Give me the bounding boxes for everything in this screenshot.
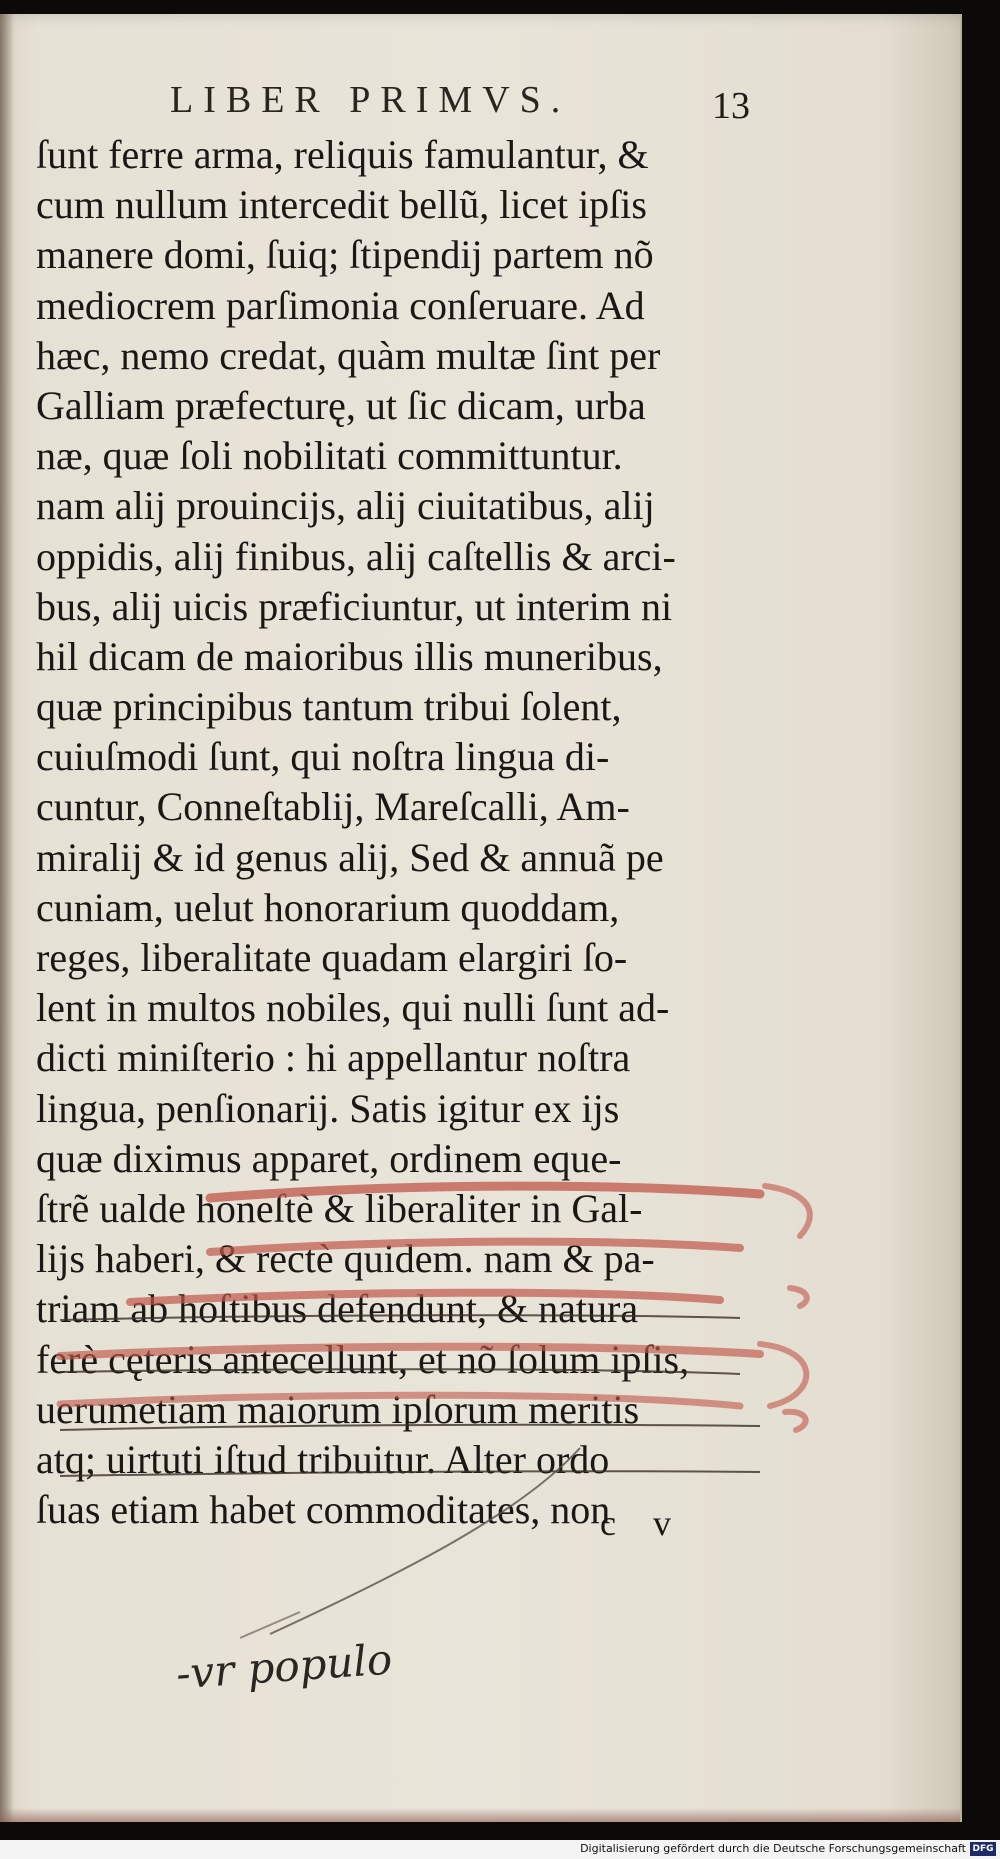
- dfg-logo: DFG: [970, 1842, 996, 1856]
- text-line: quæ diximus apparet, ordinem eque-: [36, 1135, 622, 1181]
- text-line: quæ principibus tantum tribui ſolent,: [36, 684, 622, 730]
- footer-strip: [0, 1840, 1000, 1859]
- text-line: lingua, penſionarij. Satis igitur ex ijs: [36, 1085, 620, 1131]
- text-line: hil dicam de maioribus illis muneribus,: [36, 633, 663, 679]
- text-line: cuntur, Conneſtablij, Mareſcalli, Am-: [36, 784, 630, 830]
- text-line: cum nullum intercedit bellũ, licet ipſis: [36, 182, 647, 228]
- text-line: mediocrem parſimonia conſeruare. Ad: [36, 282, 645, 328]
- running-head: LIBER PRIMVS.: [170, 79, 571, 121]
- text-line: miralij & id genus alij, Sed & annuã pe: [36, 834, 664, 880]
- text-line: atq; uirtuti iſtud tribuitur. Alter ordo: [36, 1436, 610, 1482]
- page-bottom-edge: [0, 1808, 960, 1822]
- text-line: triam ab hoſtibus defendunt, & natura: [36, 1286, 639, 1332]
- text-line: ſtrẽ ualde honeſtè & liberaliter in Gal-: [36, 1185, 643, 1231]
- page-number: 13: [712, 85, 750, 127]
- ink-stroke: [240, 1612, 300, 1638]
- gutter-shadow: [0, 14, 14, 1822]
- text-line: næ, quæ ſoli nobilitati committuntur.: [36, 433, 623, 479]
- text-line: ferè cęteris antecellunt, et nõ ſolum ipſis,: [36, 1336, 690, 1382]
- text-line: ſuas etiam habet commoditates, non: [36, 1487, 611, 1533]
- signature-mark: c v: [600, 1503, 685, 1543]
- book-page: [0, 14, 962, 1822]
- text-line: Galliam præfecturę, ut ſic dicam, urba: [36, 382, 646, 428]
- text-line: manere domi, ſuiq; ſtipendij partem nõ: [36, 232, 654, 278]
- text-block: [36, 130, 756, 1535]
- text-line: oppidis, alij finibus, alij caſtellis & arci-: [36, 533, 676, 579]
- text-line: lent in multos nobiles, qui nulli ſunt ad-: [36, 985, 670, 1031]
- text-line: cuiuſmodi ſunt, qui noſtra lingua di-: [36, 734, 610, 780]
- text-line: hæc, nemo credat, quàm multæ ſint per: [36, 332, 661, 378]
- text-line: uerumetiam maiorum ipſorum meritis: [36, 1386, 640, 1432]
- red-bracket: [760, 1186, 810, 1430]
- text-line: cuniam, uelut honorarium quoddam,: [36, 884, 620, 930]
- text-line: dicti miniſterio : hi appellantur noſtra: [36, 1035, 631, 1081]
- text-line: ſunt ferre arma, reliquis famulantur, &: [36, 132, 649, 177]
- digitization-credit: Digitalisierung gefördert durch die Deutsche Forschungsgemeinschaft: [580, 1842, 966, 1855]
- marginal-annotation: -vr populo: [174, 1634, 394, 1699]
- text-line: nam alij prouincijs, alij ciuitatibus, alij: [36, 483, 655, 529]
- text-line: reges, liberalitate quadam elargiri ſo-: [36, 935, 628, 980]
- text-line: lijs haberi, & rectè quidem. nam & pa-: [36, 1236, 655, 1282]
- text-line: bus, alij uicis præficiuntur, ut interim ni: [36, 583, 673, 629]
